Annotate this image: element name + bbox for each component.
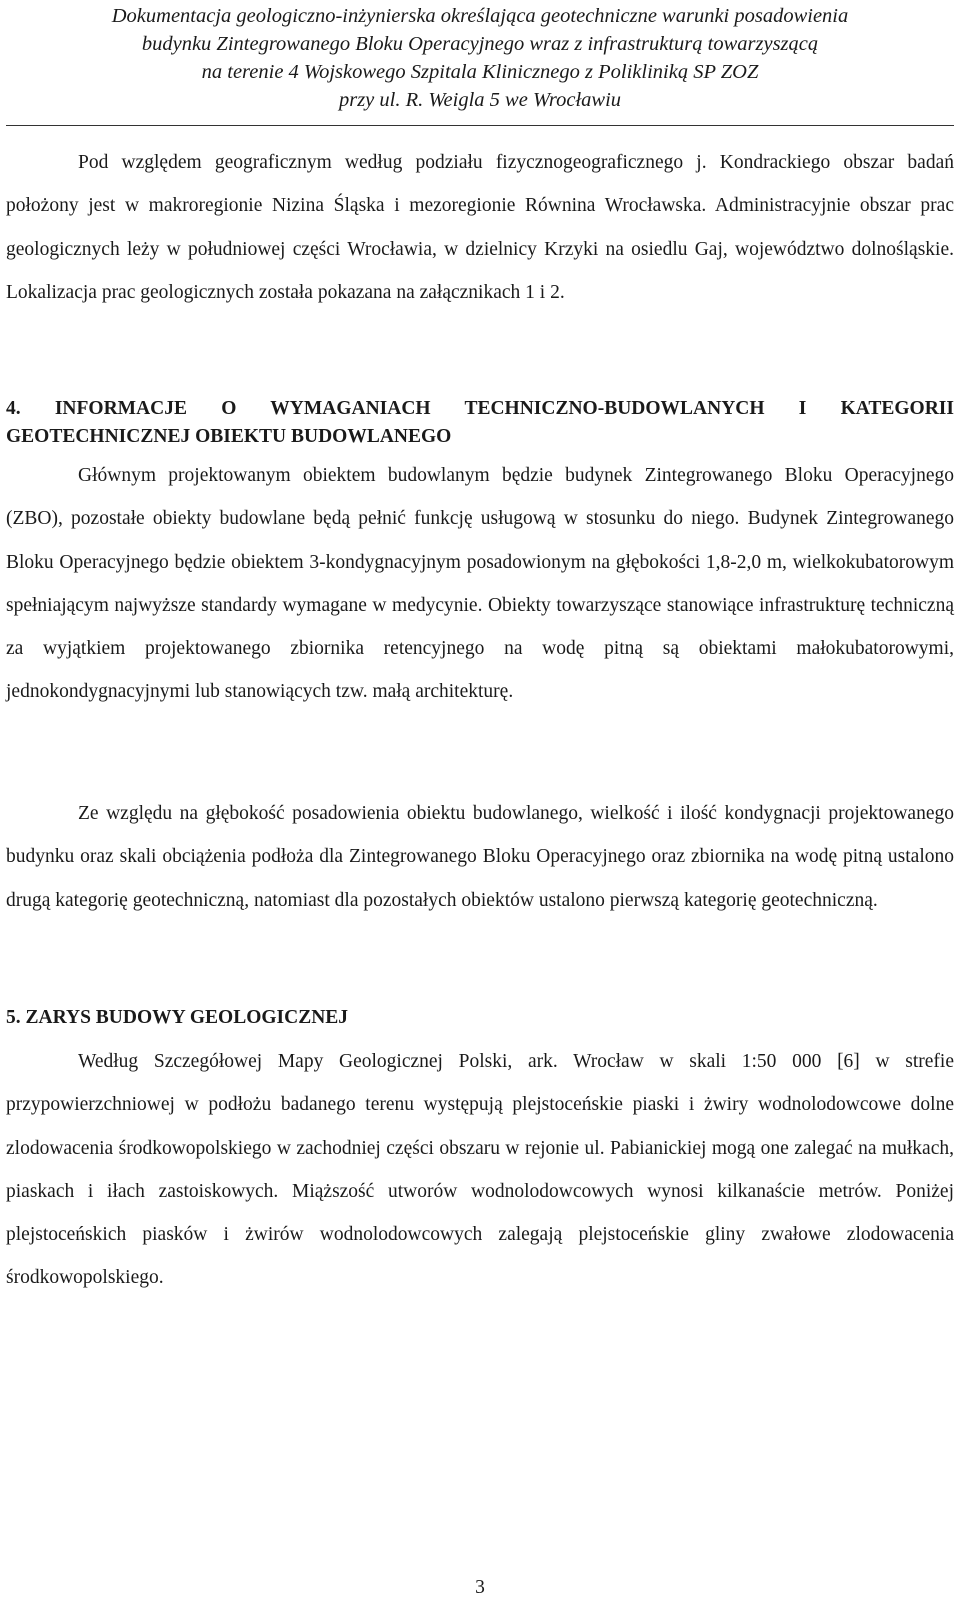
section-5-heading: 5. ZARYS BUDOWY GEOLOGICZNEJ (6, 1007, 349, 1028)
section-4-paragraph-2: Ze względu na głębokość posadowienia obiektu budowlanego, wielkość i ilość kondygnacji projektowanego budynku oraz skali obciążenia podłoża dla Zintegrowanego Bloku Operacyjnego oraz zbiornika na wodę pitną ustalono drugą kategorię geotechniczną, natomiast dla pozostałych obiektów ustalono pierwszą kategorię geotechniczną. (6, 803, 954, 911)
running-header (0, 2, 960, 114)
header-line-2: budynku Zintegrowanego Bloku Operacyjnego wraz z infrastrukturą towarzyszącą (141, 33, 819, 55)
header-line-1: Dokumentacja geologiczno-inżynierska określająca geotechniczne warunki posadowienia (111, 5, 849, 27)
page-number: 3 (475, 1577, 485, 1598)
section-4-heading: 4. INFORMACJE O WYMAGANIACH TECHNICZNO-BUDOWLANYCH I KATEGORII GEOTECHNICZNEJ OBIEKTU BUDOWLANEGO (6, 398, 954, 447)
header-line-3: na terenie 4 Wojskowego Szpitala Klinicznego z Polikliniką SP ZOZ (201, 61, 759, 83)
intro-paragraph: Pod względem geograficznym według podziału fizycznogeograficznego j. Kondrackiego obszar badań położony jest w makroregionie Nizina Śląska i mezoregionie Równina Wrocławska. Administracyjnie obszar prac geologicznych leży w południowej części Wrocławia, w dzielnicy Krzyki na osiedlu Gaj, województwo dolnośląskie. Lokalizacja prac geologicznych została pokazana na załącznikach 1 i 2. (6, 152, 954, 303)
header-line-4: przy ul. R. Weigla 5 we Wrocławiu (338, 89, 622, 111)
header-divider (6, 125, 954, 126)
section-4-paragraph-1: Głównym projektowanym obiektem budowlanym będzie budynek Zintegrowanego Bloku Operacyjnego (ZBO), pozostałe obiekty budowlane będą pełnić funkcję usługową w stosunku do niego. Budynek Zintegrowanego Bloku Operacyjnego będzie obiektem 3-kondygnacyjnym posadowionym na głębokości 1,8-2,0 m, wielkokubatorowym spełniającym najwyższe standardy wymagane w medycynie. Obiekty towarzyszące stanowiące infrastrukturę techniczną za wyjątkiem projektowanego zbiornika retencyjnego na wodę pitną są obiektami małokubatorowymi, jednokondygnacyjnymi lub stanowiących tzw. małą architekturę. (6, 465, 954, 703)
section-5-paragraph-1: Według Szczegółowej Mapy Geologicznej Polski, ark. Wrocław w skali 1:50 000 [6] w strefie przypowierzchniowej w podłożu badanego terenu występują plejstoceńskie piaski i żwiry wodnolodowcowe dolne zlodowacenia środkowopolskiego w zachodniej części obszaru w rejonie ul. Pabianickiej mogą one zalegać na mułkach, piaskach i iłach zastoiskowych. Miąższość utworów wodnolodowcowych wynosi kilkanaście metrów. Poniżej plejstoceńskich piasków i żwirów wodnolodowcowych zalegają plejstoceńskie gliny zwałowe zlodowacenia środkowopolskiego. (6, 1051, 954, 1289)
